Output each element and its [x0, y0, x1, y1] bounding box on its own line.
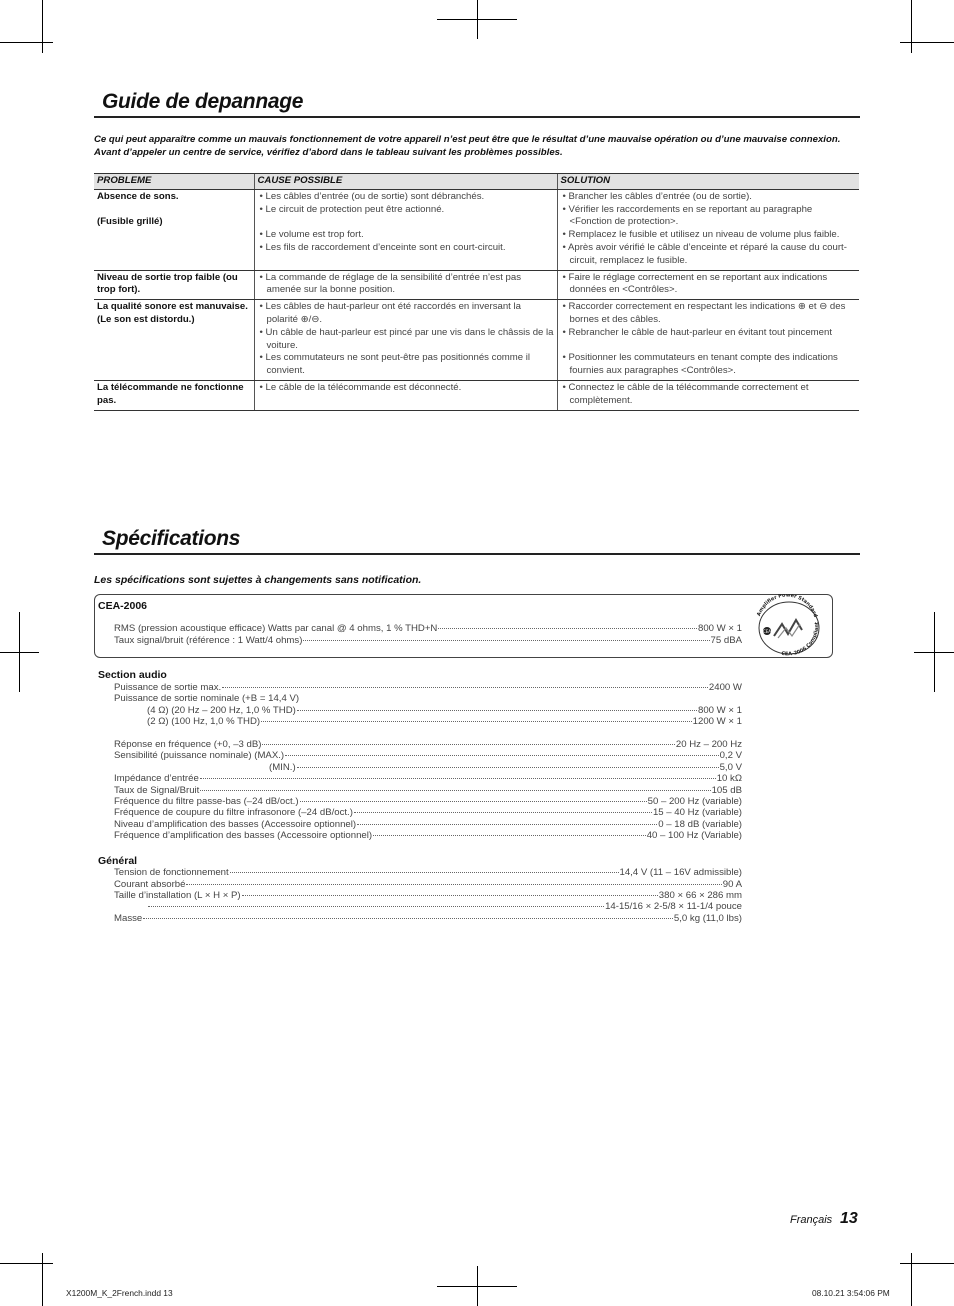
crop-mark [914, 652, 954, 653]
slug-filename: X1200M_K_2French.indd 13 [66, 1288, 173, 1298]
cea-section-title: CEA-2006 [98, 600, 148, 612]
spec-row: Tension de fonctionnement 14,4 V (11 – 16V admissible) [114, 867, 742, 878]
cea-compliant-badge [752, 594, 822, 656]
specifications-title: Spécifications [102, 527, 241, 550]
spec-row: Réponse en fréquence (+0, –3 dB) 20 Hz – 200 Hz [114, 739, 742, 750]
title-rule [94, 553, 860, 555]
crop-mark [0, 652, 39, 653]
solution-cell: • Raccorder correctement en respectant les indications ⊕ et ⊖ des bornes et des câbles. • Rebrancher le câble de haut-parleur en évitant tout pincement • Positionner les commutateurs en tenant compte des indications fournies aux paragraphes <Contrôles>. [557, 300, 859, 381]
cause-cell: • Les câbles d’entrée (ou de sortie) sont débranchés. • Le circuit de protection peut être actionné. • Le volume est trop fort. • Les fils de raccordement d’enceinte sont en court-circuit. [254, 189, 557, 270]
slug-timestamp: 08.10.21 3:54:06 PM [812, 1288, 890, 1298]
troubleshooting-table [94, 173, 859, 411]
crop-mark [42, 1253, 43, 1306]
crop-mark [42, 0, 43, 53]
spec-row: Masse 5,0 kg (11,0 lbs) [114, 913, 742, 924]
table-row [94, 300, 859, 381]
crop-mark [911, 1253, 912, 1306]
problem-cell: La télécommande ne fonctionne pas. [94, 380, 254, 410]
problem-cell: Niveau de sortie trop faible (ou trop fort). [94, 270, 254, 300]
spec-row: Niveau d’amplification des basses (Accessoire optionnel) 0 – 18 dB (variable) [114, 819, 742, 830]
spec-row: Courant absorbé 90 A [114, 879, 742, 890]
cea-compliant-badge-icon [752, 594, 822, 656]
spec-row: Puissance de sortie nominale (+B = 14,4 V) [114, 693, 300, 704]
footer-language: Français [790, 1214, 833, 1226]
cause-cell: • Le câble de la télécommande est déconnecté. [254, 380, 557, 410]
header-solution: SOLUTION [557, 174, 859, 190]
spec-row: Taux signal/bruit (référence : 1 Watt/4 ohms) 75 dBA [114, 635, 742, 646]
title-rule [94, 116, 860, 118]
audio-section-title: Section audio [98, 669, 167, 681]
page-number: 13 [840, 1210, 858, 1227]
crop-mark [911, 0, 912, 53]
cea-logo-text: CEA [762, 629, 772, 634]
general-section-title: Général [98, 855, 138, 867]
table-row [94, 270, 859, 300]
spec-row: Taux de Signal/Bruit 105 dB [114, 785, 742, 796]
cause-cell: • La commande de réglage de la sensibilité d’entrée n’est pas amenée sur la bonne position. [254, 270, 557, 300]
spec-row: 14-15/16 × 2-5/8 × 11-1/4 pouce [147, 901, 742, 913]
troubleshooting-intro: Ce qui peut apparaître comme un mauvais fonctionnement de votre appareil n’est peut être que le résultat d’une mauvaise opération ou d’une mauvaise connexion. Avant d’appeler un centre de service, vérifiez d’abord dans le tableau suivant les problèmes possibles. [94, 134, 841, 158]
spec-row: Sensibilité (puissance nominale) (MAX.) 0,2 V [114, 750, 742, 761]
spec-row: Fréquence du filtre passe-bas (–24 dB/oct.) 50 – 200 Hz (variable) [114, 796, 742, 807]
spec-row: Taille d’installation (L × H × P) 380 × 66 × 286 mm [114, 890, 742, 901]
spec-row: Fréquence de coupure du filtre infrasonore (–24 dB/oct.) 15 – 40 Hz (variable) [114, 807, 742, 818]
crop-mark [900, 42, 954, 43]
crop-mark [900, 1263, 954, 1264]
spec-row: Fréquence d’amplification des basses (Accessoire optionnel) 40 – 100 Hz (Variable) [114, 830, 742, 841]
solution-cell: • Connectez le câble de la télécommande correctement et complètement. [557, 380, 859, 410]
crop-mark [0, 42, 53, 43]
svg-text:Amplifier Power Standard: Amplifier Power Standard [756, 594, 819, 619]
specifications-note: Les spécifications sont sujettes à changements sans notification. [94, 574, 422, 586]
solution-cell: • Brancher les câbles d’entrée (ou de sortie). • Vérifier les raccordements en se reportant au paragraphe <Fonction de protection>. • Remplacez le fusible et utilisez un niveau de volume plus faible. • Après avoir vérifié le câble d’enceinte et réparé la cause du court-circuit, remplacez le fusible. [557, 189, 859, 270]
header-problem: PROBLEME [94, 174, 254, 190]
solution-cell: • Faire le réglage correctement en se reportant aux indications données en <Contrôles>. [557, 270, 859, 300]
spec-row: (2 Ω) (100 Hz, 1,0 % THD) 1200 W × 1 [147, 716, 742, 727]
crop-mark [437, 1286, 517, 1287]
spec-row: (MIN.) 5,0 V [269, 762, 742, 773]
spec-row: (4 Ω) (20 Hz – 200 Hz, 1,0 % THD) 800 W × 1 [147, 705, 742, 716]
problem-cell: Absence de sons. (Fusible grillé) [94, 189, 254, 270]
problem-cell: La qualité sonore est manuvaise. (Le son est distordu.) [94, 300, 254, 381]
header-cause: CAUSE POSSIBLE [254, 174, 557, 190]
spec-row: RMS (pression acoustique efficace) Watts par canal @ 4 ohms, 1 % THD+N 800 W × 1 [114, 623, 742, 634]
spec-row: Impédance d’entrée 10 kΩ [114, 773, 742, 784]
cause-cell: • Les câbles de haut-parleur ont été raccordés en inversant la polarité ⊕/⊖. • Un câble de haut-parleur est pincé par une vis dans le châssis de la voiture. • Les commutateurs ne sont peut-être pas positionnés comme il convient. [254, 300, 557, 381]
crop-mark [437, 19, 517, 20]
crop-mark [0, 1263, 53, 1264]
spec-row: Puissance de sortie max. 2400 W [114, 682, 742, 693]
table-row [94, 189, 859, 270]
svg-text:CEA-2006 Compliant: CEA-2006 Compliant [780, 621, 821, 656]
table-row [94, 380, 859, 410]
troubleshooting-title: Guide de depannage [102, 90, 304, 113]
